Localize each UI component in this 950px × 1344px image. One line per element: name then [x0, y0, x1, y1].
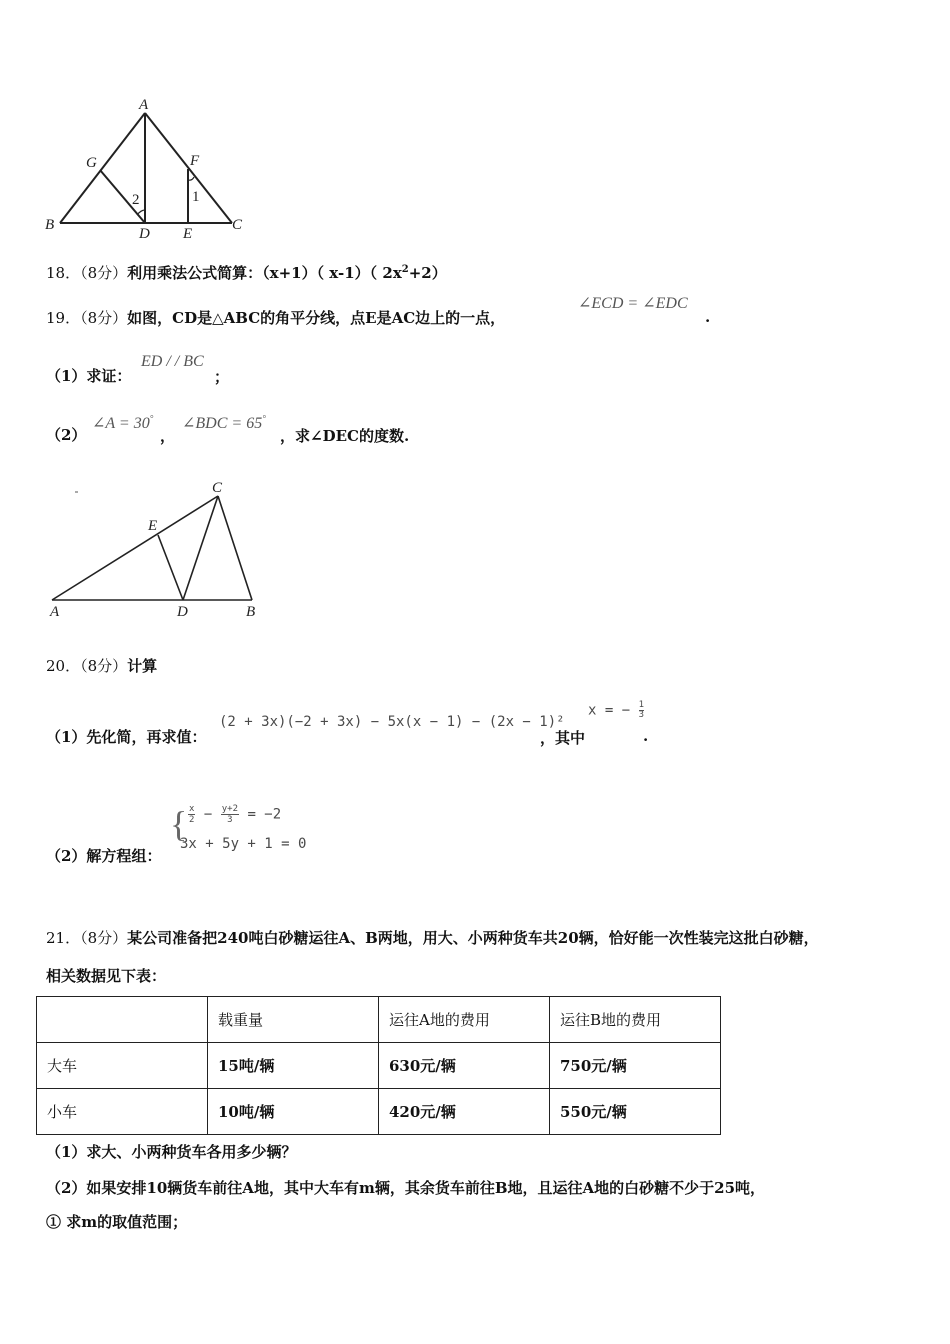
q19-part2-angle-bdc: ∠BDC = 65°: [182, 413, 266, 432]
label-d: D: [177, 604, 188, 620]
figure-triangle-abc: [40, 95, 255, 245]
table-cell: 大车: [37, 1043, 208, 1089]
label-2: 2: [132, 192, 140, 208]
label-f: F: [190, 153, 200, 169]
table-cell: 15吨/辆: [208, 1043, 379, 1089]
label-e: E: [148, 518, 158, 534]
q19-end: .: [705, 308, 711, 326]
q21-line1: 某公司准备把240吨白砂糖运往A、B两地，用大、小两种货车共20辆，恰好能一次性装完这批白砂糖，: [127, 929, 819, 947]
q20-equation-2: 3x + 5y + 1 = 0: [180, 836, 307, 852]
table-cell: 小车: [37, 1089, 208, 1135]
label-g: G: [86, 155, 97, 171]
q20-part2: [46, 846, 161, 866]
label-b: B: [45, 217, 55, 233]
figure-triangle-abc-2: [40, 478, 275, 623]
q20-equation-system: { $\frac{x}{2}$ − $\frac{y+2}{3}$ = −2 3x + 5y + 1 = 0: [170, 804, 307, 852]
q21-part2: （2）如果安排10辆货车前往A地，其中大车有m辆，其余货车前往B地，且运往A地的白砂糖不少于25吨，: [46, 1179, 766, 1197]
q19-part1-formula: ED / / BC: [141, 353, 204, 370]
table-cell: 550元/辆: [550, 1089, 721, 1135]
q19-formula: ∠ECD = ∠EDC: [578, 295, 688, 312]
label-a: A: [50, 604, 60, 620]
q21-line2: 相关数据见下表：: [46, 967, 167, 985]
table-header-row: [37, 997, 721, 1043]
q19-part2-angle-a: ∠A = 30°: [92, 413, 154, 432]
q20-equation-1: $\frac{x}{2}$ − $\frac{y+2}{3}$ = −2: [189, 804, 282, 825]
table-header-cell: 载重量: [208, 997, 379, 1043]
q19-part2-label: （2）: [46, 426, 87, 444]
q20-part1: [46, 727, 206, 747]
table-cell: 10吨/辆: [208, 1089, 379, 1135]
q19-part2-text: ，求∠DEC的度数.: [280, 427, 410, 445]
q19-number: 19．（8分）: [46, 309, 128, 327]
q19-part1: [46, 366, 131, 386]
table-cell: 750元/辆: [550, 1043, 721, 1089]
table-cell: 420元/辆: [379, 1089, 550, 1135]
q20-part1-end: .: [643, 727, 649, 745]
table-row: [37, 1043, 721, 1089]
q21-part1: （1）求大、小两种货车各用多少辆？: [46, 1143, 297, 1161]
q19-part1-end: ；: [214, 368, 230, 386]
table-header-cell: [37, 997, 208, 1043]
table-row: [37, 1089, 721, 1135]
label-a: A: [139, 97, 149, 113]
q20-number: 20．（8分）: [46, 657, 128, 675]
label-e: E: [183, 226, 193, 242]
label-c: C: [232, 217, 243, 233]
q19-text: 如图，CD是△ABC的角平分线，点E是AC边上的一点，: [127, 309, 506, 327]
q18-text: 利用乘法公式简算：（x+1）（ x-1）（ 2x: [127, 264, 402, 282]
label-c: C: [212, 480, 223, 496]
q20-part1-mid: ，其中: [540, 729, 586, 747]
q21-number: 21．（8分）: [46, 929, 128, 947]
question-19: [46, 308, 505, 328]
table-cell: 630元/辆: [379, 1043, 550, 1089]
q19-part2: [46, 425, 86, 445]
question-18: [46, 260, 447, 283]
table-header-cell: 运往B地的费用: [550, 997, 721, 1043]
label-1: 1: [192, 189, 200, 205]
side-ac: [52, 496, 218, 600]
table-header-cell: 运往A地的费用: [379, 997, 550, 1043]
segment-cd: [183, 496, 218, 600]
side-cb: [218, 496, 252, 600]
label-d: D: [139, 226, 150, 242]
label-b: B: [246, 604, 256, 620]
q20-part1-expression: (2 + 3x)(−2 + 3x) − 5x(x − 1) − (2x − 1)²: [219, 714, 565, 730]
q18-number: 18．（8分）: [46, 264, 128, 282]
q21-part2-sub1: ① 求m的取值范围；: [46, 1213, 188, 1231]
question-20: [46, 656, 157, 676]
q19-part1-label: （1）求证：: [46, 367, 132, 385]
q20-text: 计算: [127, 657, 158, 675]
q19-part2-sep: ，: [160, 427, 176, 445]
q20-part2-label: （2）解方程组：: [46, 847, 162, 865]
q18-tail: +2）: [408, 264, 447, 282]
q21-data-table: [36, 996, 721, 1135]
q20-part1-label: （1）先化简，再求值：: [46, 728, 207, 746]
question-21: [46, 928, 819, 948]
angle-mark-2: [137, 210, 145, 215]
q18-superscript: 2: [401, 264, 409, 275]
q20-part1-x-value: x = − $\frac{1}{3}$: [588, 700, 645, 720]
segment-ed: [158, 535, 183, 600]
